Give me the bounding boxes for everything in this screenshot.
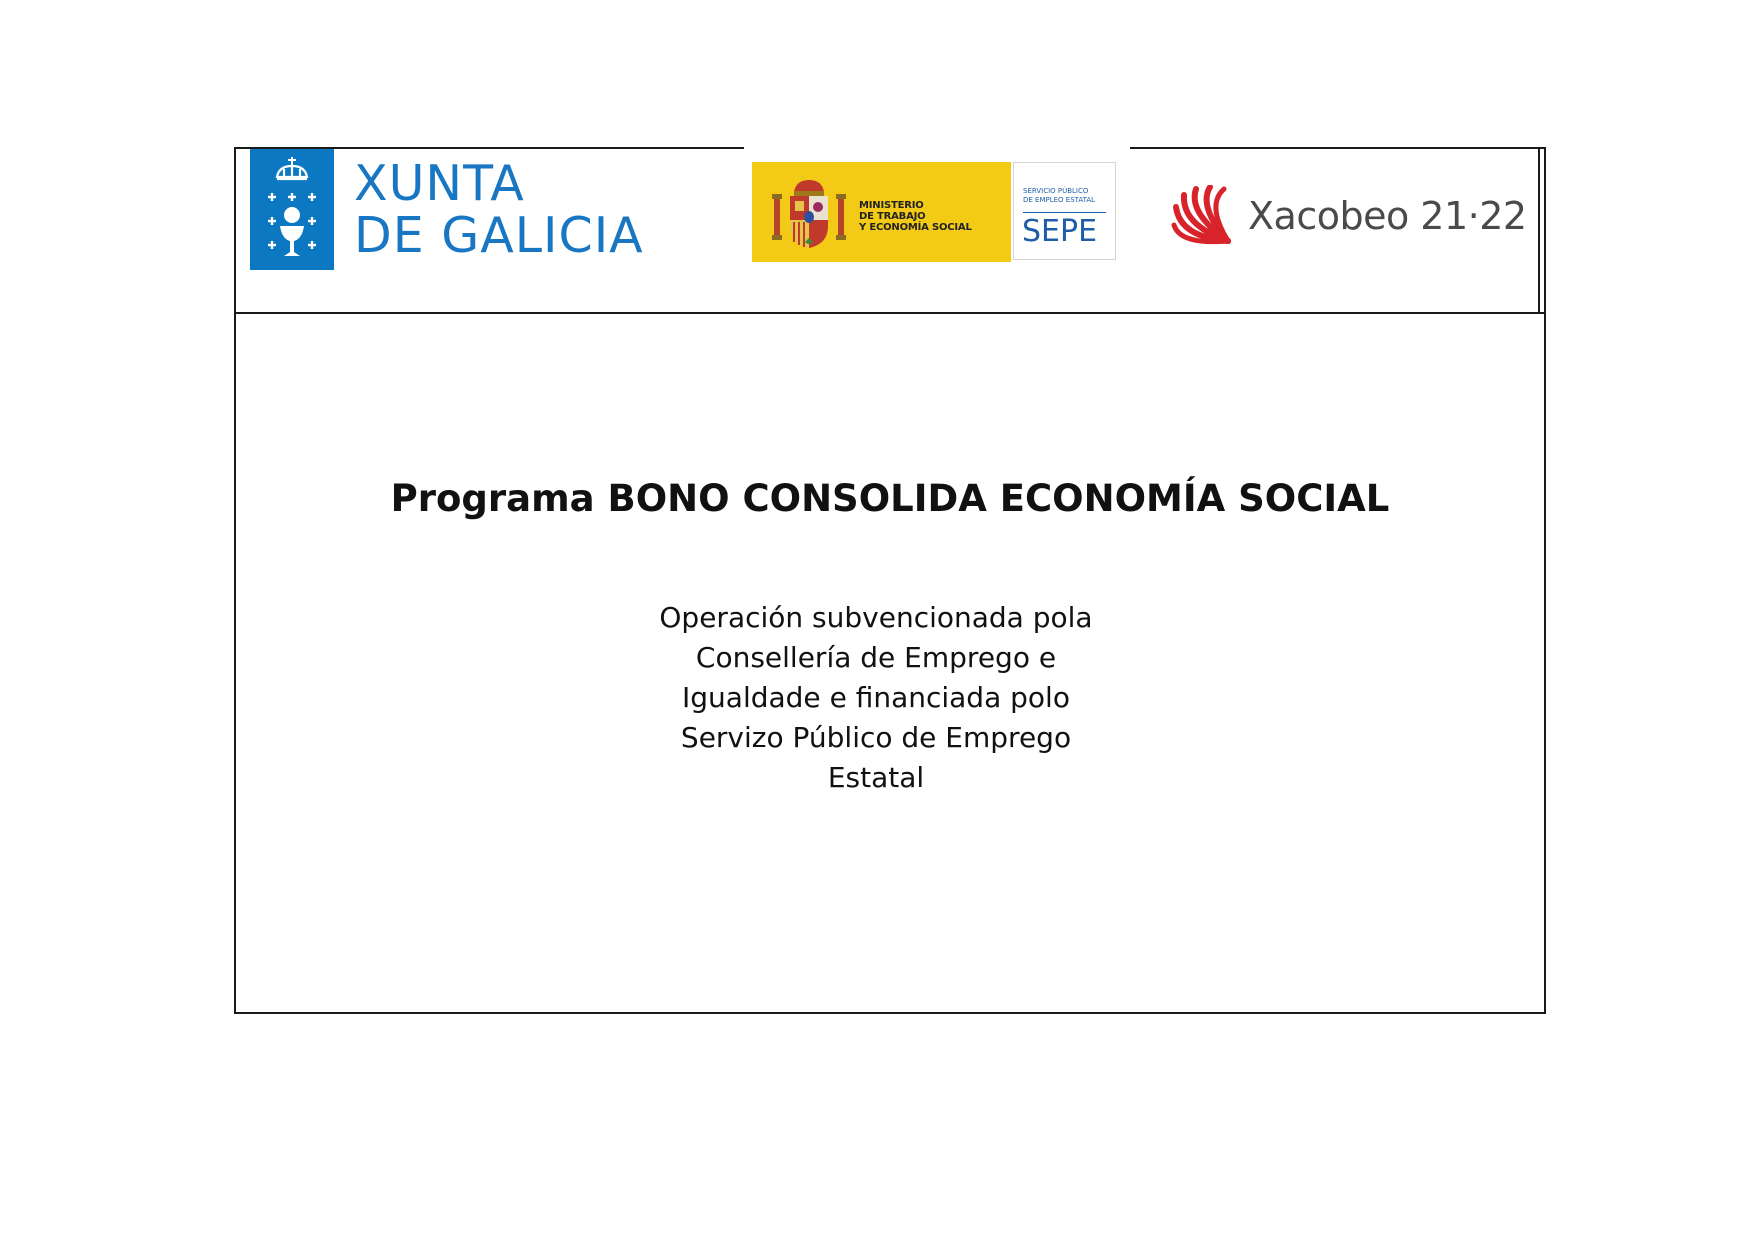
xunta-wordmark xyxy=(354,154,644,264)
ministry-sepe-logo xyxy=(752,162,1116,262)
ministry-name: MINISTERIO DE TRABAJO Y ECONOMÍA SOCIAL xyxy=(859,200,972,233)
ministry-logo-panel xyxy=(752,162,1011,262)
xacobeo-wordmark: Xacobeo 21·22 xyxy=(1248,194,1527,238)
xunta-line-1: XUNTA xyxy=(354,154,525,212)
logo-header xyxy=(236,149,1544,314)
sepe-caption: SERVICIO PÚBLICO DE EMPLEO ESTATAL xyxy=(1023,187,1096,204)
header-right-rule xyxy=(1538,147,1540,312)
xunta-de-galicia-logo xyxy=(250,149,644,270)
galicia-emblem-icon xyxy=(250,149,334,270)
program-title: Programa BONO CONSOLIDA ECONOMÍA SOCIAL xyxy=(390,477,1390,520)
sepe-acronym: SEPE xyxy=(1022,214,1098,249)
scallop-shell-icon xyxy=(1170,185,1236,247)
spain-coat-of-arms-icon xyxy=(770,176,848,250)
sepe-logo xyxy=(1013,162,1116,260)
notice-frame xyxy=(234,147,1546,1014)
xunta-line-2: DE GALICIA xyxy=(354,206,644,264)
funding-description: Operación subvencionada pola Consellería de Emprego e Igualdade e financiada polo Servizo Público de Emprego Estatal xyxy=(659,601,1093,794)
sepe-divider xyxy=(1023,212,1106,213)
xacobeo-logo xyxy=(1170,183,1527,249)
